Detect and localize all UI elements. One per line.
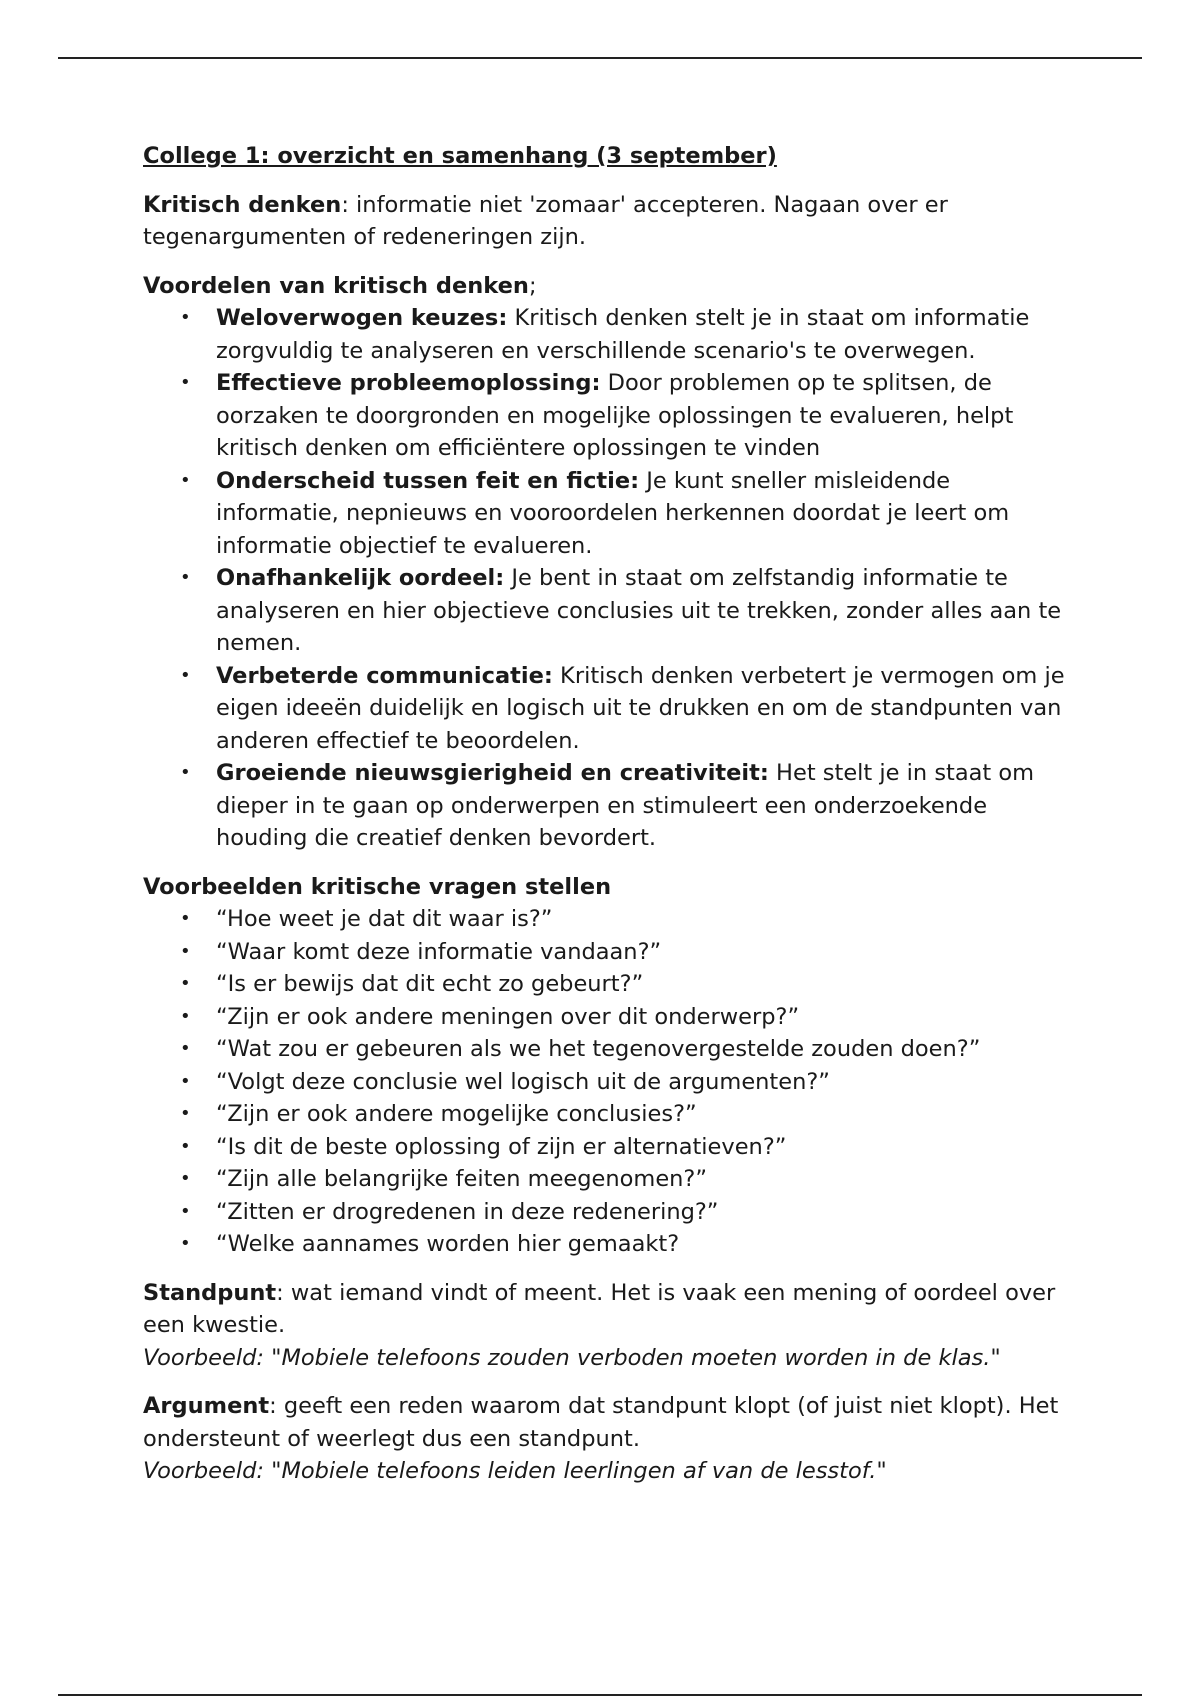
list-voordelen	[143, 302, 1073, 855]
list-item: • “Is dit de beste oplossing of zijn er alternatieven?”	[143, 1131, 1073, 1164]
list-item: • “Wat zou er gebeuren als we het tegenovergestelde zouden doen?”	[143, 1033, 1073, 1066]
list-item: • “Zijn er ook andere mogelijke conclusies?”	[143, 1098, 1073, 1131]
definition-standpunt: Standpunt: wat iemand vindt of meent. Het is vaak een mening of oordeel over een kwestie. Voorbeeld: "Mobiele telefoons zouden verboden moeten worden in de klas."	[143, 1279, 1056, 1371]
list-item: • Onderscheid tussen feit en fictie: Je kunt sneller misleidende informatie, nepnieuws en vooroordelen herkennen doordat je leert om informatie objectief te evalueren.	[143, 465, 1073, 563]
list-item: • Onafhankelijk oordeel: Je bent in staat om zelfstandig informatie te analyseren en hier objectieve conclusies uit te trekken, zonder alles aan te nemen.	[143, 562, 1073, 660]
section-heading-vragen: Voorbeelden kritische vragen stellen	[143, 873, 612, 900]
list-item: • Groeiende nieuwsgierigheid en creativiteit: Het stelt je in staat om dieper in te gaan op onderwerpen en stimuleert een onderzoekende houding die creatief denken bevordert.	[143, 757, 1073, 855]
footer-rule	[58, 1694, 1142, 1696]
list-item: • “Hoe weet je dat dit waar is?”	[143, 903, 1073, 936]
term-kritisch-denken: Kritisch denken	[143, 191, 342, 218]
list-vragen	[143, 903, 1073, 1261]
list-item: • “Waar komt deze informatie vandaan?”	[143, 936, 1073, 969]
section-heading-voordelen: Voordelen van kritisch denken;	[143, 272, 537, 299]
list-item: • “Is er bewijs dat dit echt zo gebeurt?”	[143, 968, 1073, 1001]
definition-text: : informatie niet 'zomaar' accepteren. Nagaan over er tegenargumenten of redeneringen zijn.	[143, 191, 948, 250]
definition-argument: Argument: geeft een reden waarom dat standpunt klopt (of juist niet klopt). Het ondersteunt of weerlegt dus een standpunt. Voorbeeld: "Mobiele telefoons leiden leerlingen af van de lesstof."	[143, 1393, 1059, 1484]
list-item: • “Zitten er drogredenen in deze redenering?”	[143, 1196, 1073, 1229]
list-item: • “Volgt deze conclusie wel logisch uit de argumenten?”	[143, 1066, 1073, 1099]
list-item: • Weloverwogen keuzes: Kritisch denken stelt je in staat om informatie zorgvuldig te analyseren en verschillende scenario's te overwegen.	[143, 302, 1073, 367]
list-item: • Effectieve probleemoplossing: Door problemen op te splitsen, de oorzaken te doorgronden en mogelijke oplossingen te evalueren, helpt kritisch denken om efficiëntere oplossingen te vinden	[143, 367, 1073, 465]
list-item: • “Zijn er ook andere meningen over dit onderwerp?”	[143, 1001, 1073, 1034]
list-item: • “Welke aannames worden hier gemaakt?	[143, 1228, 1073, 1261]
list-item: • “Zijn alle belangrijke feiten meegenomen?”	[143, 1163, 1073, 1196]
list-item: • Verbeterde communicatie: Kritisch denken verbetert je vermogen om je eigen ideeën duidelijk en logisch uit te drukken en om de standpunten van anderen effectief te beoordelen.	[143, 660, 1073, 758]
example-standpunt: Voorbeeld: "Mobiele telefoons zouden verboden moeten worden in de klas."	[143, 1344, 1001, 1371]
example-argument: Voorbeeld: "Mobiele telefoons leiden leerlingen af van de lesstof."	[143, 1458, 887, 1484]
definition-kritisch-denken	[143, 189, 1073, 254]
term-standpunt: Standpunt	[143, 1279, 277, 1306]
document-body	[143, 140, 1073, 1504]
term-argument: Argument	[143, 1393, 270, 1419]
header-rule	[58, 57, 1142, 59]
page-title: College 1: overzicht en samenhang (3 september)	[143, 143, 777, 169]
